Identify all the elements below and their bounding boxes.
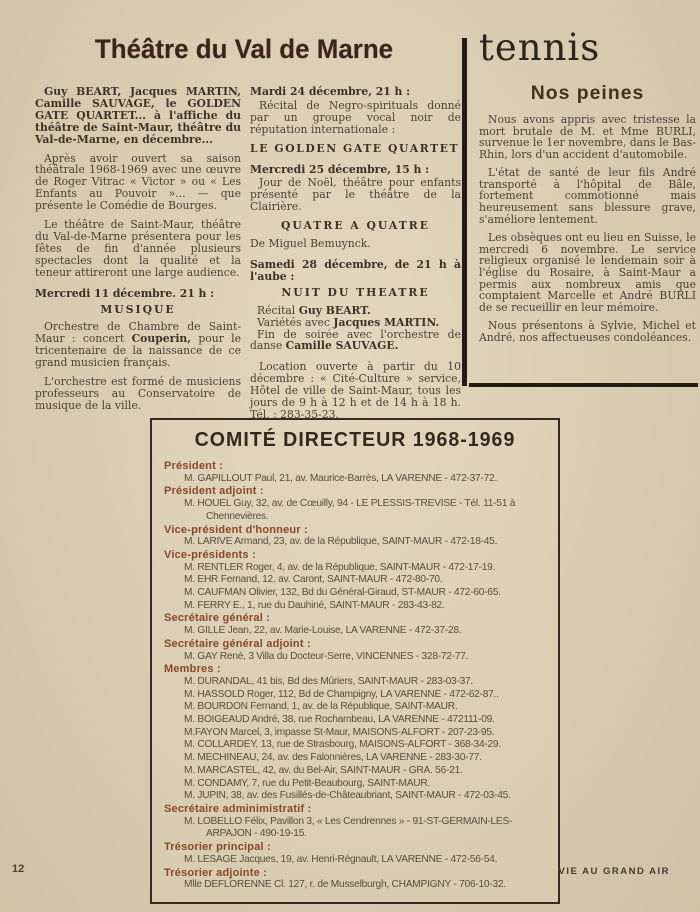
event4-title: NUIT DU THEATRE [281, 285, 430, 299]
event1-para1-rest: pour le tricentenaire de la naissance de ce grand musicien français. [35, 332, 242, 370]
comite-title: COMITÉ DIRECTEUR 1968-1969 [194, 429, 516, 451]
comite-role-label: Vice-présidents : [164, 548, 256, 561]
cast2-text: Variétés avec [257, 315, 334, 329]
comite-member-line: M. COLLARDEY, 13, rue de Strasbourg, MAISONS-ALFORT - 368-34-29. [184, 739, 501, 751]
event2-title: LE GOLDEN GATE QUARTET [250, 141, 460, 155]
event3-author: De Miguel Bemuynck. [250, 237, 371, 251]
comite-role-label: Secrétaire adminimistratif : [164, 802, 312, 815]
tennis-para4: Nous présentons à Sylvie, Michel et André, nos affectueuses condoléances. [479, 319, 696, 344]
comite-member-line: M. MARCASTEL, 42, av. du Bel-Air, SAINT-MAUR - GRA. 56-21. [184, 764, 463, 776]
event1-para1 [35, 321, 241, 369]
cast1-text: Récital [257, 303, 299, 317]
cast1-name: Guy BEART. [298, 303, 371, 317]
page-number: 12 [12, 863, 25, 875]
comite-member-line: M.FAYON Marcel, 3, impasse St-Maur, MAISONS-ALFORT - 207-23-95. [184, 726, 495, 738]
event1-para2: L'orchestre est formé de musiciens professeurs au Conservatoire de musique de la ville. [35, 375, 241, 412]
tennis-bottom-rule [469, 383, 698, 387]
comite-directeur-box [150, 418, 560, 904]
comite-member-line: M. FERRY E., 1, rue du Dauhiné, SAINT-MAUR - 283-43-82. [184, 599, 445, 611]
event2-date-heading: Mardi 24 décembre, 21 h : [250, 85, 411, 98]
tennis-column [479, 28, 696, 351]
comite-member-line: M. GILLE Jean, 22, av. Marie-Louise, LA VARENNE - 472-37-28. [184, 625, 462, 637]
booking-info: Location ouverte à partir du 10 décembre : « Cité-Culture » service, Hôtel de ville de Saint-Maur, tous les jours de 9 h à 12 h et de 14 h à 18 h. Tél. : 283-35-23. [250, 360, 461, 421]
tennis-para1: Nous avons appris avec tristesse la mort brutale de M. et Mme BURLI, survenue le 1er novembre, dans le Bas-Rhin, lors d'un accident d'automobile. [479, 112, 696, 161]
theatre-intro: Guy BEART, Jacques MARTIN, Camille SAUVAGE, le GOLDEN GATE QUARTET... à l'affiche du théâtre de Saint-Maur, théâtre du Val-de-Marne, en décembre... [35, 85, 241, 146]
comite-member-line: M. EHR Fernand, 12, av. Caront, SAINT-MAUR - 472-80-70. [184, 574, 443, 586]
tennis-para3: Les obsèques ont eu lieu en Suisse, le mercredi 6 novembre. Le service religieux organisé le lendemain soir à l'église du Rosaire, à Saint-Maur a permis aux nombreux amis que comptaient Marcelle et André BURLI de se recueillir en leur mémoire. [479, 231, 696, 314]
comite-role-label: Président : [164, 460, 224, 472]
comite-member-line: M. CONDAMY, 7, rue du Petit-Beaubourg, SAINT-MAUR. [184, 777, 431, 789]
event1-title: MUSIQUE [100, 302, 176, 316]
theatre-column-left [35, 86, 241, 419]
comite-member-line: M. JUPIN, 38, av. des Fusillés-de-Châteaubriant, SAINT-MAUR - 472-03-45. [184, 790, 511, 802]
event1-date-heading: Mercredi 11 décembre. 21 h : [35, 286, 215, 300]
event4-cast-line3 [250, 329, 461, 353]
comite-member-line: M. MECHINEAU, 24, av. des Falonnières, LA VARENNE - 283-30-77. [184, 752, 482, 764]
comite-member-line: M. RENTLER Roger, 4, av. de la République, SAINT-MAUR - 472-17-19. [184, 561, 496, 573]
cast3-text: Fin de soirée avec l'orchestre de danse [250, 327, 461, 353]
comite-role-label: Trésorier adjointe : [164, 866, 268, 879]
event2-para: Récital de Negro-spirituals donné par un groupe vocal noir de réputation internationale : [250, 98, 461, 136]
comite-role-label: Trésorier principal : [164, 841, 271, 854]
theatre-para2: Le théâtre de Saint-Maur, théâtre du Val-de-Marne présentera pour les fêtes de fin d'année plusieurs spectacles dont la qualité et la teneur attireront une large audience. [35, 218, 241, 279]
event4-date-heading: Samedi 28 décembre, de 21 h à l'aube : [250, 257, 461, 283]
comite-member-line: M. DURANDAL, 41 bis, Bd des Mûriers, SAINT-MAUR - 283-03-37. [184, 675, 474, 687]
theatre-para1: Après avoir ouvert sa saison théâtrale 1968-1969 avec une œuvre de Roger Vitrac « Victor » ou « Les Enfants au Pouvoir »... — que présente le Comédie de Bourges. [35, 151, 241, 213]
event3-para: Jour de Noël, théâtre pour enfants présenté par le théâtre de la Clairière. [250, 176, 461, 214]
event3-title: QUATRE A QUATRE [281, 219, 430, 233]
nos-peines-title: Nos peines [530, 83, 645, 104]
comite-member-line: M. GAPILLOUT Paul, 21, av. Maurice-Barrès, LA VARENNE - 472-37-72. [184, 472, 498, 484]
comite-member-line: M. GAY René, 3 Villa du Docteur-Serre, VINCENNES - 328-72-77. [184, 650, 469, 662]
comite-role-label: Vice-président d'honneur : [164, 523, 308, 536]
comite-member-line: M. HOUEL Guy, 32, av. de Cœuilly, 94 - LE PLESSIS-TREVISE - Tél. 11-51 à Chennevières. [184, 498, 516, 522]
event1-para1-name: Couperin, [131, 332, 192, 346]
comite-role-label: Secrétaire général adjoint : [164, 637, 311, 650]
cast2-name: Jacques MARTIN. [333, 315, 440, 329]
comite-member-line: M. LESAGE Jacques, 19, av. Henri-Régnault, LA VARENNE - 472-56-54. [184, 853, 498, 865]
theatre-column-middle [250, 86, 461, 428]
comite-member-line: M. BOIGEAUD André, 38, rue Rochambeau, LA VARENNE - 472111-09. [184, 714, 495, 726]
comite-member-line: M. HASSOLD Roger, 112, Bd de Champigny, LA VARENNE - 472-62-87.. [184, 688, 499, 700]
tennis-section-heading: tennis [479, 26, 601, 69]
cast3-name: Camille SAUVAGE. [285, 339, 399, 353]
comite-member-line: M. CAUFMAN Olivier, 132, Bd du Général-Giraud, ST-MAUR - 472-60-65. [184, 587, 501, 599]
comite-entries [164, 460, 546, 892]
comite-member-line: M. LOBELLO Félix, Pavillon 3, « Les Cendrennes » - 91-ST-GERMAIN-LES-ARPAJON - 490-19-15. [184, 815, 513, 840]
article-title: Théâtre du Val de Marne [94, 34, 394, 64]
comite-role-label: Président adjoint : [164, 485, 264, 498]
tennis-para2: L'état de santé de leur fils André transporté à l'hôpital de Bâle, fortement commotionné mais heureusement sans blessure grave, s'améliore lentement. [479, 166, 696, 226]
comite-role-label: Secrétaire général : [164, 612, 271, 625]
comite-member-line: M. BOURDON Fernand, 1, av. de la République, SAINT-MAUR. [184, 701, 458, 713]
magazine-name: VIE AU GRAND AIR [558, 866, 670, 877]
comite-member-line: Mlle DEFLORENNE Cl. 127, r. de Musselburgh, CHAMPIGNY - 706-10-32. [184, 879, 506, 891]
comite-member-line: M. LARIVE Armand, 23, av. de la République, SAINT-MAUR - 472-18-45. [184, 536, 498, 548]
column-divider-rule [462, 38, 467, 386]
event3-date-heading: Mercredi 25 décembre, 15 h : [250, 162, 430, 176]
event1-para1-text: Orchestre de Chambre de Saint-Maur : concert [35, 320, 241, 346]
comite-role-label: Membres : [164, 663, 221, 676]
